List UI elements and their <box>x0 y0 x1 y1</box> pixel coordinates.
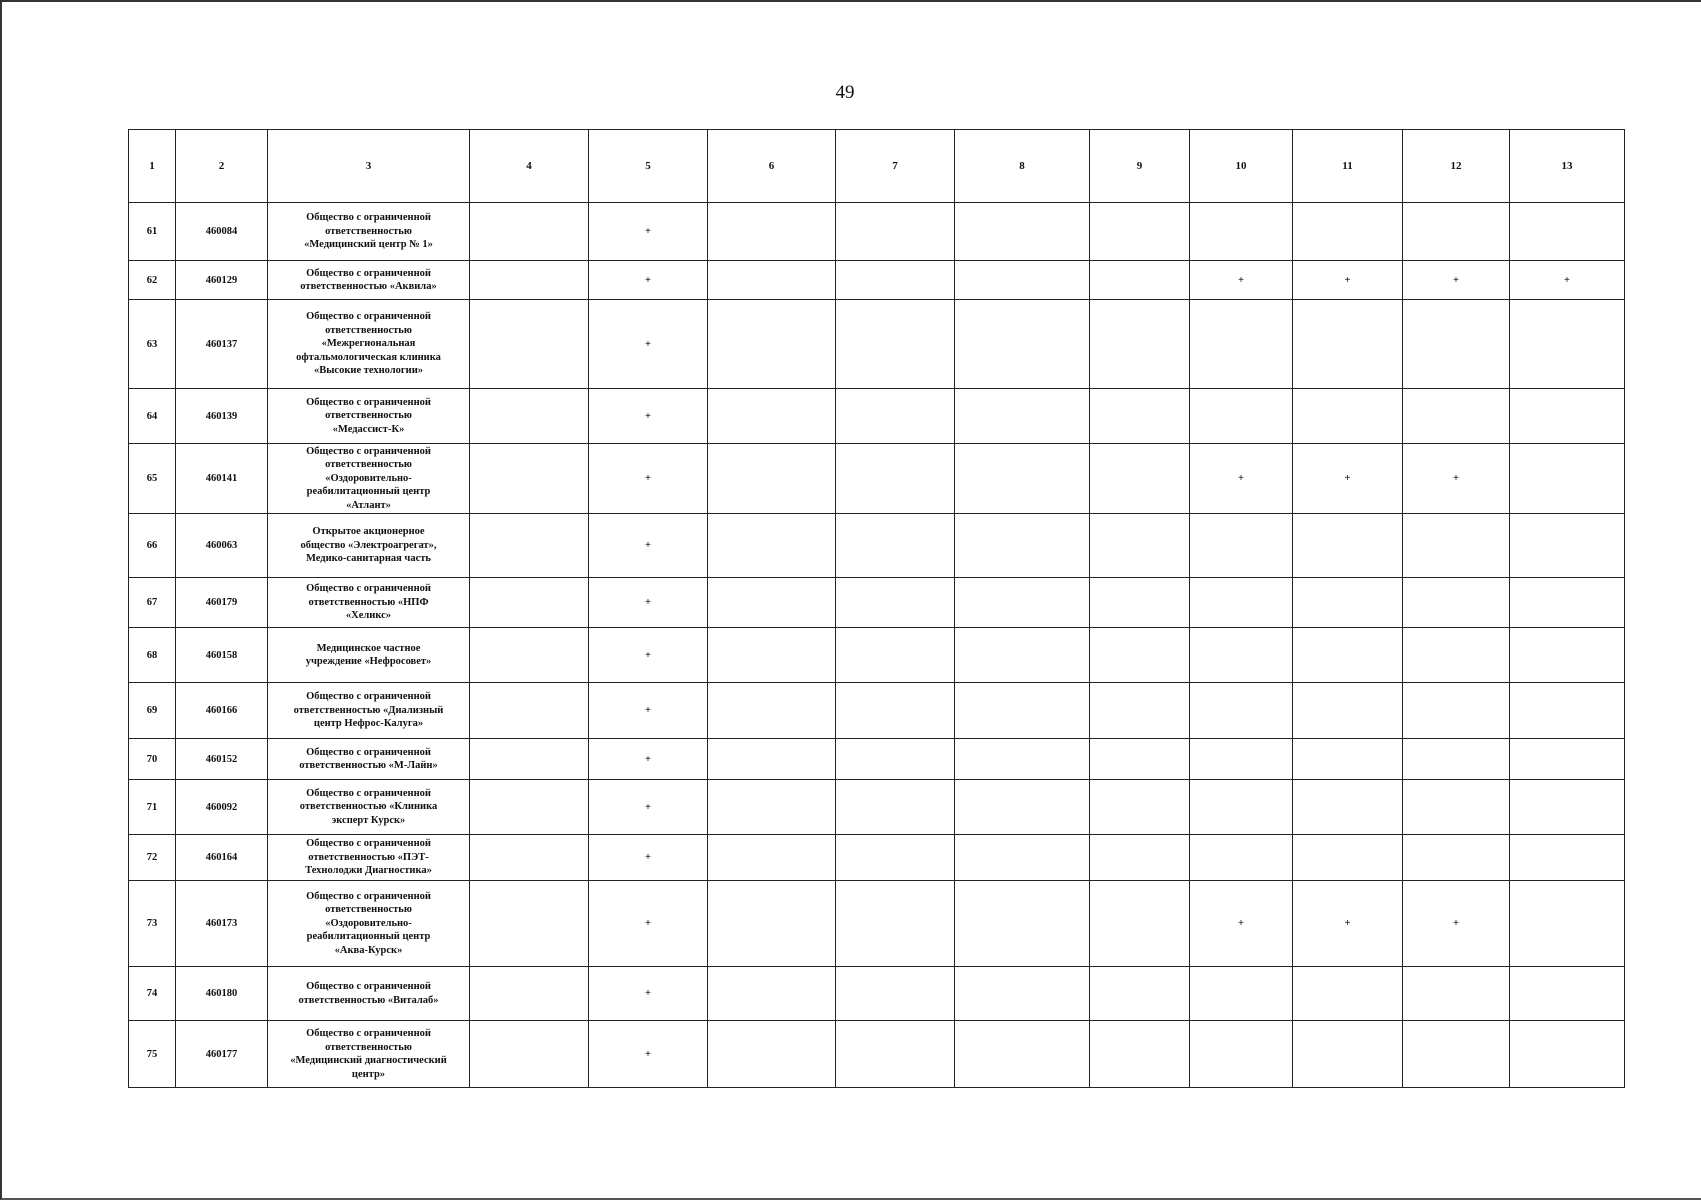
column-header: 9 <box>1090 130 1190 203</box>
mark-cell-col-4 <box>470 739 589 780</box>
registry-code: 460129 <box>176 261 268 300</box>
organization-name <box>268 578 470 628</box>
organization-name-line: «Хеликс» <box>345 610 392 622</box>
header-row <box>129 130 1625 203</box>
mark-cell-col-10 <box>1190 628 1293 683</box>
mark-cell-col-12 <box>1403 389 1510 444</box>
mark-cell-col-10 <box>1190 739 1293 780</box>
mark-cell-col-13 <box>1510 881 1625 967</box>
mark-cell-col-6 <box>708 578 836 628</box>
mark-cell-col-11 <box>1293 514 1403 578</box>
organization-name <box>268 261 470 300</box>
mark-cell-col-6 <box>708 683 836 739</box>
mark-cell-col-5: + <box>589 739 708 780</box>
registry-code: 460137 <box>176 300 268 389</box>
organization-name-line: Технолоджи Диагностика» <box>305 865 432 877</box>
mark-cell-col-6 <box>708 444 836 514</box>
mark-cell-col-5: + <box>589 444 708 514</box>
column-header: 7 <box>836 130 955 203</box>
organization-name-line: ответственностью <box>325 1041 412 1053</box>
column-header: 2 <box>176 130 268 203</box>
mark-cell-col-8 <box>955 514 1090 578</box>
row-number: 64 <box>129 389 176 444</box>
row-number: 65 <box>129 444 176 514</box>
column-header: 5 <box>589 130 708 203</box>
mark-cell-col-12 <box>1403 739 1510 780</box>
row-number: 75 <box>129 1021 176 1088</box>
mark-cell-col-9 <box>1090 578 1190 628</box>
table-row <box>129 578 1625 628</box>
mark-cell-col-12 <box>1403 628 1510 683</box>
organization-name <box>268 514 470 578</box>
mark-cell-col-4 <box>470 967 589 1021</box>
mark-cell-col-13 <box>1510 389 1625 444</box>
table-row <box>129 203 1625 261</box>
mark-cell-col-5: + <box>589 628 708 683</box>
organization-name-line: Общество с ограниченной <box>306 212 431 224</box>
organization-name <box>268 835 470 881</box>
organization-name <box>268 967 470 1021</box>
mark-cell-col-9 <box>1090 514 1190 578</box>
mark-cell-col-11 <box>1293 578 1403 628</box>
mark-cell-col-9 <box>1090 739 1190 780</box>
organization-name <box>268 683 470 739</box>
column-header: 4 <box>470 130 589 203</box>
registry-code: 460177 <box>176 1021 268 1088</box>
registry-code: 460152 <box>176 739 268 780</box>
mark-cell-col-4 <box>470 300 589 389</box>
registry-code: 460092 <box>176 780 268 835</box>
mark-cell-col-8 <box>955 203 1090 261</box>
mark-cell-col-12 <box>1403 578 1510 628</box>
row-number: 62 <box>129 261 176 300</box>
mark-cell-col-13 <box>1510 967 1625 1021</box>
mark-cell-col-12 <box>1403 300 1510 389</box>
mark-cell-col-4 <box>470 683 589 739</box>
organization-name-line: ответственностью <box>325 459 412 471</box>
mark-cell-col-13 <box>1510 578 1625 628</box>
organization-name-line: «Медицинский диагностический <box>290 1055 447 1066</box>
mark-cell-col-4 <box>470 261 589 300</box>
mark-cell-col-8 <box>955 578 1090 628</box>
organization-name-line: Медико-санитарная часть <box>306 553 431 565</box>
mark-cell-col-9 <box>1090 683 1190 739</box>
organization-name-line: учреждение «Нефросовет» <box>305 656 432 667</box>
mark-cell-col-9 <box>1090 1021 1190 1088</box>
mark-cell-col-9 <box>1090 835 1190 881</box>
organization-name <box>268 1021 470 1088</box>
organization-name-line: эксперт Курск» <box>331 814 406 826</box>
table-row <box>129 835 1625 881</box>
mark-cell-col-10: + <box>1190 444 1293 514</box>
organization-name-line: Общество с ограниченной <box>306 1028 431 1039</box>
mark-cell-col-7 <box>836 967 955 1021</box>
mark-cell-col-12: + <box>1403 881 1510 967</box>
organization-name-line: «Оздоровительно- <box>325 472 412 484</box>
organization-name <box>268 628 470 683</box>
organization-name-line: «Межрегиональная <box>321 338 416 350</box>
mark-cell-col-11: + <box>1293 444 1403 514</box>
table-row <box>129 739 1625 780</box>
mark-cell-col-4 <box>470 780 589 835</box>
organization-name-line: Общество с ограниченной <box>306 746 431 758</box>
mark-cell-col-8 <box>955 683 1090 739</box>
mark-cell-col-4 <box>470 389 589 444</box>
mark-cell-col-7 <box>836 683 955 739</box>
table-row <box>129 967 1625 1021</box>
mark-cell-col-5: + <box>589 389 708 444</box>
organization-name-line: ответственностью <box>325 904 412 916</box>
mark-cell-col-13 <box>1510 780 1625 835</box>
organization-name-line: ответственностью «М-Лайн» <box>299 760 438 771</box>
mark-cell-col-7 <box>836 203 955 261</box>
organization-name-line: Общество с ограниченной <box>306 583 431 595</box>
mark-cell-col-10 <box>1190 300 1293 389</box>
organization-name-line: ответственностью «НПФ <box>308 596 429 608</box>
organization-name-line: «Атлант» <box>346 499 391 511</box>
mark-cell-col-8 <box>955 628 1090 683</box>
mark-cell-col-9 <box>1090 261 1190 300</box>
mark-cell-col-12: + <box>1403 444 1510 514</box>
mark-cell-col-4 <box>470 514 589 578</box>
registry-table <box>128 129 1625 1088</box>
mark-cell-col-8 <box>955 780 1090 835</box>
mark-cell-col-7 <box>836 739 955 780</box>
mark-cell-col-11 <box>1293 203 1403 261</box>
mark-cell-col-5: + <box>589 683 708 739</box>
organization-name-line: Общество с ограниченной <box>306 981 431 992</box>
mark-cell-col-13 <box>1510 300 1625 389</box>
table-row <box>129 683 1625 739</box>
mark-cell-col-12 <box>1403 203 1510 261</box>
column-header: 10 <box>1190 130 1293 203</box>
mark-cell-col-13 <box>1510 683 1625 739</box>
mark-cell-col-12 <box>1403 780 1510 835</box>
mark-cell-col-10: + <box>1190 261 1293 300</box>
mark-cell-col-6 <box>708 261 836 300</box>
mark-cell-col-10 <box>1190 683 1293 739</box>
organization-name-line: реабилитационный центр <box>306 486 431 498</box>
mark-cell-col-11 <box>1293 628 1403 683</box>
mark-cell-col-7 <box>836 628 955 683</box>
mark-cell-col-10 <box>1190 578 1293 628</box>
mark-cell-col-11 <box>1293 389 1403 444</box>
organization-name-line: ответственностью «ПЭТ- <box>308 851 429 863</box>
organization-name-line: ответственностью <box>325 410 412 422</box>
column-header: 1 <box>129 130 176 203</box>
organization-name-line: ответственностью <box>325 225 412 237</box>
mark-cell-col-12 <box>1403 835 1510 881</box>
mark-cell-col-5: + <box>589 514 708 578</box>
organization-name-line: ответственностью «Клиника <box>299 801 438 813</box>
row-number: 70 <box>129 739 176 780</box>
mark-cell-col-10: + <box>1190 881 1293 967</box>
row-number: 63 <box>129 300 176 389</box>
mark-cell-col-11 <box>1293 835 1403 881</box>
mark-cell-col-8 <box>955 444 1090 514</box>
mark-cell-col-6 <box>708 835 836 881</box>
mark-cell-col-6 <box>708 628 836 683</box>
mark-cell-col-9 <box>1090 300 1190 389</box>
mark-cell-col-7 <box>836 300 955 389</box>
mark-cell-col-9 <box>1090 881 1190 967</box>
mark-cell-col-8 <box>955 261 1090 300</box>
organization-name <box>268 444 470 514</box>
column-header: 8 <box>955 130 1090 203</box>
mark-cell-col-8 <box>955 1021 1090 1088</box>
registry-code: 460164 <box>176 835 268 881</box>
mark-cell-col-12 <box>1403 514 1510 578</box>
mark-cell-col-12: + <box>1403 261 1510 300</box>
mark-cell-col-11 <box>1293 683 1403 739</box>
mark-cell-col-5: + <box>589 1021 708 1088</box>
row-number: 61 <box>129 203 176 261</box>
mark-cell-col-4 <box>470 1021 589 1088</box>
mark-cell-col-11 <box>1293 300 1403 389</box>
mark-cell-col-11 <box>1293 1021 1403 1088</box>
mark-cell-col-4 <box>470 835 589 881</box>
organization-name-line: ответственностью <box>325 324 412 336</box>
mark-cell-col-10 <box>1190 1021 1293 1088</box>
mark-cell-col-7 <box>836 835 955 881</box>
mark-cell-col-11 <box>1293 780 1403 835</box>
mark-cell-col-4 <box>470 881 589 967</box>
organization-name-line: «Медицинский центр № 1» <box>304 239 433 251</box>
mark-cell-col-8 <box>955 881 1090 967</box>
row-number: 66 <box>129 514 176 578</box>
table-row <box>129 261 1625 300</box>
column-header: 13 <box>1510 130 1625 203</box>
mark-cell-col-4 <box>470 578 589 628</box>
table-row <box>129 628 1625 683</box>
column-header: 3 <box>268 130 470 203</box>
mark-cell-col-5: + <box>589 780 708 835</box>
organization-name-line: Общество с ограниченной <box>306 787 431 799</box>
table-row <box>129 300 1625 389</box>
mark-cell-col-7 <box>836 261 955 300</box>
mark-cell-col-13 <box>1510 835 1625 881</box>
mark-cell-col-8 <box>955 835 1090 881</box>
table-row <box>129 780 1625 835</box>
registry-code: 460063 <box>176 514 268 578</box>
registry-code: 460180 <box>176 967 268 1021</box>
mark-cell-col-6 <box>708 739 836 780</box>
mark-cell-col-11 <box>1293 739 1403 780</box>
row-number: 74 <box>129 967 176 1021</box>
mark-cell-col-8 <box>955 389 1090 444</box>
organization-name-line: реабилитационный центр <box>306 931 431 943</box>
mark-cell-col-7 <box>836 780 955 835</box>
mark-cell-col-13 <box>1510 203 1625 261</box>
organization-name-line: Общество с ограниченной <box>306 396 431 408</box>
mark-cell-col-11: + <box>1293 261 1403 300</box>
organization-name-line: Общество с ограниченной <box>306 691 431 703</box>
registry-code: 460084 <box>176 203 268 261</box>
organization-name-line: общество «Электроагрегат», <box>300 539 437 551</box>
mark-cell-col-7 <box>836 1021 955 1088</box>
mark-cell-col-5: + <box>589 261 708 300</box>
mark-cell-col-5: + <box>589 203 708 261</box>
mark-cell-col-5: + <box>589 967 708 1021</box>
organization-name-line: «Высокие технологии» <box>313 365 424 377</box>
organization-name <box>268 300 470 389</box>
table-row <box>129 389 1625 444</box>
registry-code: 460139 <box>176 389 268 444</box>
row-number: 68 <box>129 628 176 683</box>
mark-cell-col-6 <box>708 389 836 444</box>
mark-cell-col-13 <box>1510 1021 1625 1088</box>
row-number: 67 <box>129 578 176 628</box>
organization-name-line: Общество с ограниченной <box>306 890 431 902</box>
organization-name-line: Общество с ограниченной <box>306 311 431 323</box>
mark-cell-col-6 <box>708 780 836 835</box>
row-number: 69 <box>129 683 176 739</box>
organization-name-line: офтальмологическая клиника <box>296 351 441 363</box>
registry-code: 460158 <box>176 628 268 683</box>
mark-cell-col-9 <box>1090 444 1190 514</box>
mark-cell-col-7 <box>836 881 955 967</box>
mark-cell-col-10 <box>1190 203 1293 261</box>
organization-name-line: Общество с ограниченной <box>306 838 431 850</box>
mark-cell-col-4 <box>470 628 589 683</box>
mark-cell-col-10 <box>1190 389 1293 444</box>
column-header: 12 <box>1403 130 1510 203</box>
mark-cell-col-4 <box>470 444 589 514</box>
row-number: 73 <box>129 881 176 967</box>
organization-name-line: центр» <box>351 1068 386 1080</box>
mark-cell-col-8 <box>955 739 1090 780</box>
page-number: 49 <box>835 82 855 103</box>
mark-cell-col-10 <box>1190 780 1293 835</box>
organization-name-line: «Медассист-К» <box>332 423 405 435</box>
mark-cell-col-6 <box>708 1021 836 1088</box>
mark-cell-col-8 <box>955 967 1090 1021</box>
organization-name <box>268 203 470 261</box>
organization-name-line: «Аква-Курск» <box>334 944 403 956</box>
organization-name-line: ответственностью «Виталаб» <box>298 994 439 1006</box>
mark-cell-col-4 <box>470 203 589 261</box>
row-number: 72 <box>129 835 176 881</box>
mark-cell-col-5: + <box>589 578 708 628</box>
organization-name-line: ответственностью «Диализный <box>293 704 444 716</box>
mark-cell-col-9 <box>1090 780 1190 835</box>
mark-cell-col-11: + <box>1293 881 1403 967</box>
table-body <box>129 203 1625 1088</box>
mark-cell-col-12 <box>1403 683 1510 739</box>
organization-name <box>268 739 470 780</box>
mark-cell-col-10 <box>1190 835 1293 881</box>
mark-cell-col-7 <box>836 389 955 444</box>
mark-cell-col-11 <box>1293 967 1403 1021</box>
mark-cell-col-9 <box>1090 628 1190 683</box>
mark-cell-col-6 <box>708 300 836 389</box>
mark-cell-col-9 <box>1090 967 1190 1021</box>
row-number: 71 <box>129 780 176 835</box>
organization-name-line: Открытое акционерное <box>312 526 425 538</box>
mark-cell-col-6 <box>708 203 836 261</box>
organization-name-line: Медицинское частное <box>316 642 421 654</box>
mark-cell-col-7 <box>836 444 955 514</box>
registry-code: 460179 <box>176 578 268 628</box>
mark-cell-col-10 <box>1190 967 1293 1021</box>
mark-cell-col-12 <box>1403 1021 1510 1088</box>
mark-cell-col-7 <box>836 578 955 628</box>
organization-name <box>268 780 470 835</box>
registry-code: 460166 <box>176 683 268 739</box>
mark-cell-col-5: + <box>589 881 708 967</box>
mark-cell-col-9 <box>1090 203 1190 261</box>
table-row <box>129 881 1625 967</box>
organization-name-line: «Оздоровительно- <box>325 917 412 929</box>
organization-name <box>268 881 470 967</box>
column-header: 11 <box>1293 130 1403 203</box>
column-header: 6 <box>708 130 836 203</box>
organization-name <box>268 389 470 444</box>
organization-name-line: Общество с ограниченной <box>306 267 431 279</box>
mark-cell-col-6 <box>708 881 836 967</box>
organization-name-line: ответственностью «Аквила» <box>300 281 437 292</box>
mark-cell-col-5: + <box>589 835 708 881</box>
mark-cell-col-13 <box>1510 514 1625 578</box>
organization-name-line: Общество с ограниченной <box>306 445 431 457</box>
mark-cell-col-6 <box>708 967 836 1021</box>
mark-cell-col-8 <box>955 300 1090 389</box>
mark-cell-col-7 <box>836 514 955 578</box>
mark-cell-col-13: + <box>1510 261 1625 300</box>
mark-cell-col-10 <box>1190 514 1293 578</box>
mark-cell-col-5: + <box>589 300 708 389</box>
mark-cell-col-13 <box>1510 739 1625 780</box>
registry-code: 460173 <box>176 881 268 967</box>
table-row <box>129 514 1625 578</box>
mark-cell-col-9 <box>1090 389 1190 444</box>
mark-cell-col-12 <box>1403 967 1510 1021</box>
registry-code: 460141 <box>176 444 268 514</box>
mark-cell-col-13 <box>1510 444 1625 514</box>
organization-name-line: центр Нефрос-Калуга» <box>313 718 424 730</box>
table-row <box>129 1021 1625 1088</box>
table-row <box>129 444 1625 514</box>
mark-cell-col-13 <box>1510 628 1625 683</box>
mark-cell-col-6 <box>708 514 836 578</box>
